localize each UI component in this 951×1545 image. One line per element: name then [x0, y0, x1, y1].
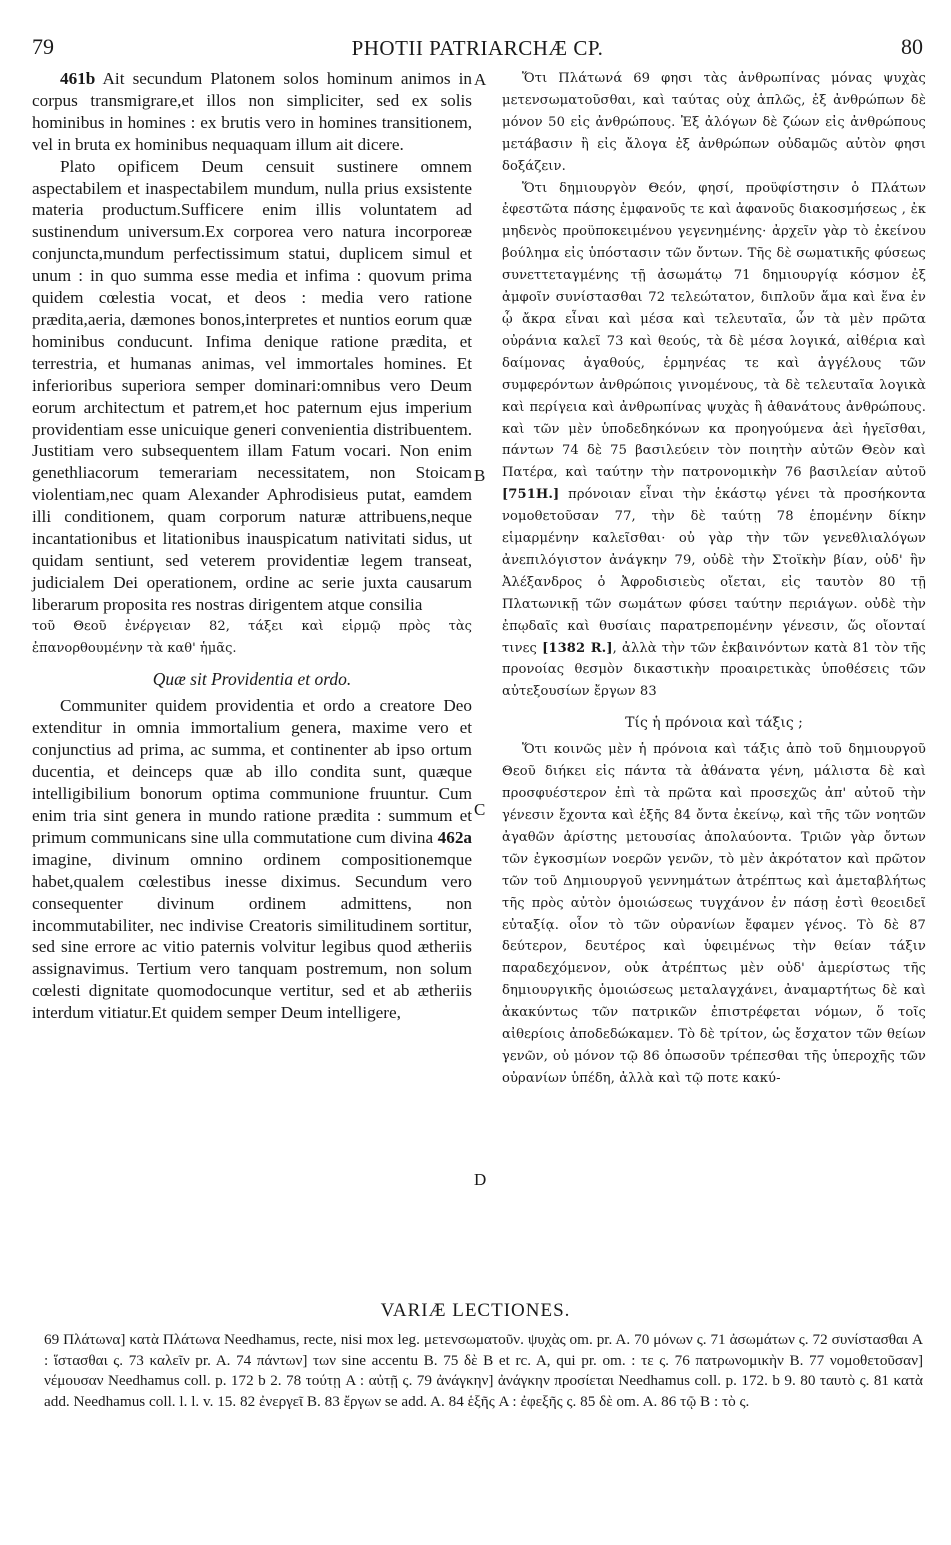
- margin-marker-d: D: [474, 1170, 487, 1189]
- latin-section-heading: Quæ sit Providentia et ordo.: [152, 669, 352, 690]
- margin-marker-b: B: [474, 466, 486, 485]
- page-number-right: 80: [901, 34, 923, 59]
- latin-paragraph-1: 461b Ait secundum Platonem solos hominum animos in corpus transmigrare,et illos non simpliciter, sed ex solis hominibus in homines : ex brutis vero in homines transitionem, vel in bruta ex hominibus nequaquam illum ait dicere.: [32, 69, 472, 154]
- greek-section-heading: Τίς ἡ πρόνοια καὶ τάξις ;: [625, 715, 803, 732]
- latin-paragraph-3: Communiter quidem providentia et ordo a creatore Deo extenditur in omnia immortalium genera, maxime vero et conjunctius ad prima, ac summa, et continenter ab ipso ortum ducentia, et deinceps quæ ab illo condita sunt, quæque intelligibilium bonorum optima communione fruuntur. Cum enim tria sint genera in mundo ratione prædita : summum et primum communicans sine ulla commutatione cum divina 462a imagine, divinum omnino ordinem compositionemque habet,qualem cœlestibus inesse diximus. Secundum vero consequenter divinum ordinem admittens, non incommutabiliter, nec indivise Creatoris similitudinem sortitur, sed sine errore ac vitio paternis volvitur legibus quod ætheriis assignavimus. Tertium vero tanquam postremum, non solum cœlesti dignitate quomodocunque vertitur, sed et ab ætheriis interdum vitiatur.Et quidem semper Deum intelligere,: [32, 696, 472, 1023]
- page-header: [32, 34, 923, 62]
- section-ref: 461b: [60, 69, 96, 88]
- latin-paragraph-2: Plato opificem Deum censuit sustinere omnem aspectabilem et inaspectabilem mundum, nulla prius exsistente materia productum.Sufficere enim illis voluntatem ad sustinendum universum.Ex corporea vero natura incorporeæ conjuncta,mundum perfectissimum statui, duplicem simul et unum : in quo summa esse media et infima : quovum prima quidem cœlestia vocat, et deos : media vero ratione prædita,aeria, dæmones bonos,interpretes et nuntios eorum quæ hominibus conducunt. Infima denique ratione prædita, et terrestria, et humanas animas, vel immortales homines. Et inferioribus superiora semper dominari:omnibus vero Deum eorum architectum et patrem,et hoc paternum ejus imperium providentiam esse unicuique generi convenientia distribuentem. Justitiam vero subsequentem illam Fatum vocari. Non enim genethliacorum temerariam necessitatem, non Stoicam violentiam,nec quam Alexander Aphrodisieus putat, eamdem illi conditionem, quam corporum naturæ attribuens,neque incantationibus et litationibus inauspicatum nativitati sidus, ut quidam sentiunt, sed veterem providentiæ legem transeat, judicialem Dei operationem, ordine ac serie juxta causarum liberarum proposita res nostras dirigentem atque consilia: [32, 156, 472, 614]
- greek-paragraph-2: Ὅτι δημιουργὸν Θεόν, φησί, προϋφίστησιν ὁ Πλάτων ἐφεστῶτα πάσης ἐμφανοῦς τε καὶ ἀφανοῦς διακοσμήσεως , ἐκ μηδενὸς προϋποκειμένου γεγενημένης· ἀρχεῖν γὰρ τὸ ἐκείνου βούλημα εἰς ὑπόστασιν τῶν ὄντων. Τῆς δὲ σωματικῆς φύσεως συνεττεταγμένης τῇ ἀσωμάτῳ 71 δημιουργίᾳ κόσμον ἐξ ἀμφοῖν συνίστασθαι 72 τελεώτατον, διπλοῦν ἅμα καὶ ἕνα ἐν ᾧ ἄκρα εἶναι καὶ μέσα καὶ τελευταῖα, ὧν τὰ μὲν πρῶτα οὐράνια καλεῖ 73 καὶ θεούς, τὰ δὲ μέσα λογικά, αἰθέρια καὶ δαίμονας ἀγαθούς, ἑρμηνέας τε καὶ ἀγγέλους τῶν συμφερόντων ἀνθρώποις γινομένους, τὰ δὲ τελευταῖα λογικὰ καὶ περίγεια καὶ ἀνθρωπίνας ψυχὰς ἢ ἀθανάτους ἀνθρώπους. καὶ τῶν μὲν ὑποδεδηκόνων κα προηγούμενα ἀεὶ ἡγεῖσθαι, πάντων 74 δὲ 75 βασιλεύειν τὸν ποιητὴν αὐτῶν Θεὸν καὶ Πατέρα, καὶ ταύτην τὴν πατρονομικὴν 76 βασιλείαν αὐτοῦ [751H.] πρόνοιαν εἶναι τὴν ἑκάστῳ γένει τὰ προσήκοντα νομοθετοῦσαν 77, τὴν δὲ ταύτῃ 78 ἑπομένην δίκην εἱμαρμένην καλεῖσθαι· οὐ γὰρ τὴν τῶν γενεθλιαλόγων ἀνεπιλόγιστον ἀνάγκην 79, οὐδὲ τὴν Στοϊκὴν βίαν, οὐδ' ἣν Ἀλέξανδρος ὁ Ἀφροδισιεὺς οἴεται, εἰς ταυτὸν 80 τῇ Πλατωνικῇ τῶν σωμάτων φύσει ταύτην περιάγων. οὐδὲ τὴν ἐπῳδαῖς καὶ θυσίαις παρατρεπομένην γένεσιν, ὥς οἴονταί τινες [1382 R.], ἀλλὰ τὴν τῶν ἐκβαινόντων κατὰ 81 τὸν τῆς προνοίας θεσμὸν δικαστικὴν προαιρετικὰς ὑποθέσεις τῶν αὐτεξουσίων ἔργων 83: [502, 180, 926, 700]
- variae-lectiones-title: VARIÆ LECTIONES.: [380, 1300, 571, 1321]
- greek-paragraph-3: Ὅτι κοινῶς μὲν ἡ πρόνοια καὶ τάξις ἀπὸ τοῦ δημιουργοῦ Θεοῦ διήκει εἰς πάντα τὰ ἀθάνατα γένη, μάλιστα δὲ καὶ προσφυέστερον ἐπὶ τὰ πρῶτα καὶ προσεχῶς ἀπ' αὐτοῦ τὴν γένεσιν ἔχοντα καὶ ἑξῆς 84 ὄντα ἐκείνῳ, καὶ τῆς τῶν νοητῶν ἀγαθῶν ἀρίστης μετουσίας ἀπολαύοντα. Τριῶν γὰρ ὄντων τῶν ἐγκοσμίων νοερῶν γενῶν, τὸ μὲν ἀκρότατον καὶ πρῶτον τῶν τοῦ Δημιουργοῦ γεννημάτων ἀτρέπτως καὶ ἀμεταβλήτως τῆς πρὸς αὐτὸν ὁμοιώσεως τυγχάνον ἐν πάσῃ ἐστὶ θεοειδεῖ εὐταξίᾳ. οἷον τὸ τῶν οὐρανίων ἔφαμεν γένος. Τὸ δὲ 87 δεύτερον, δευτέρος καὶ ὑφειμένως τὴν θείαν τάξιν παραδεχόμενον, οὐκ ἀτρέπτως μὲν οὐδ' ἀμερίστως τῆς δημιουργικῆς ὁμοιώσεως μεταλαγχάνει, ἀναμαρτήτως δὲ καὶ ἀκακύντως τῶν πατρικῶν ἐπιστρέφεται νόμων, ὅ τοῖς αἰθερίοις ἀποδεδώκαμεν. Τὸ δὲ τρίτον, ὡς ἔσχατον τῶν θείων γενῶν, οὐ μόνον τῷ 86 ὁπωσοῦν τρέπεσθαι τῆς ὑπεροχῆς τῶν οὐρανίων ὑπέδη, ἀλλὰ καὶ τῷ ποτε κακύ-: [502, 742, 926, 1086]
- greek-spill-line: τοῦ Θεοῦ ἐνέργειαν 82, τάξει καὶ εἱρμῷ πρὸς τὰς ἐπανορθουμένην τὰ καθ' ἡμᾶς.: [32, 618, 472, 656]
- running-title: PHOTII PATRIARCHÆ CP.: [351, 36, 604, 60]
- margin-marker-a: A: [474, 70, 487, 89]
- section-ref: 462a: [437, 827, 472, 847]
- margin-marker-c: C: [474, 800, 486, 819]
- greek-paragraph-1: Ὅτι Πλάτωνά 69 φησι τὰς ἀνθρωπίνας μόνας ψυχὰς μετενσωματοῦσθαι, καὶ ταύτας οὐχ ἁπλῶς, ἐξ ἀνθρώπων δὲ μόνον 50 εἰς ἀνθρώπους. Ἐξ ἀλόγων δὲ ζώων εἰς ἀνθρώπους μετάβασιν ἢ εἰς ἄλογα ἐξ ἀνθρώπων οὐδαμῶς αὐτὸν φησι δοξάζειν.: [502, 71, 926, 174]
- latin-column: [32, 68, 472, 1024]
- edition-ref: [1382 R.]: [542, 640, 613, 656]
- greek-column: [502, 68, 926, 1090]
- edition-ref: [751H.]: [502, 487, 560, 503]
- variae-lectiones-text: 69 Πλάτωνα] κατὰ Πλάτωνα Needhamus, recte, nisi mox leg. μετενσωματοῦν. ψυχὰς om. pr. A. 70 μόνων ς. 71 ἀσωμάτων ς. 72 συνίστασθαι A : ἵστασθαι ς. 73 καλεῖν pr. A. 74 πάντων] των sine accentu B. 75 δὲ B et rc. A, qui pr. om. : τε ς. 76 πατρωνομικὴν B. 77 νομοθετοῦσαν] νέμουσαν Needhamus coll. p. 172 b 2. 78 τούτῃ A : αὐτῇ ς. 79 ἀνάγκην] ἀνάγκην προσίεται Needhamus coll. p. 172. b 9. 80 ταυτὸ ς. 81 κατὰ add. Needhamus coll. l. l. v. 15. 82 ἐνεργεῖ B. 83 ἔργων se add. A. 84 ἑξῆς A : ἐφεξῆς ς. 85 δὲ om. A. 86 τῷ B : τὸ ς.: [44, 1331, 923, 1410]
- page-number-left: 79: [32, 34, 54, 59]
